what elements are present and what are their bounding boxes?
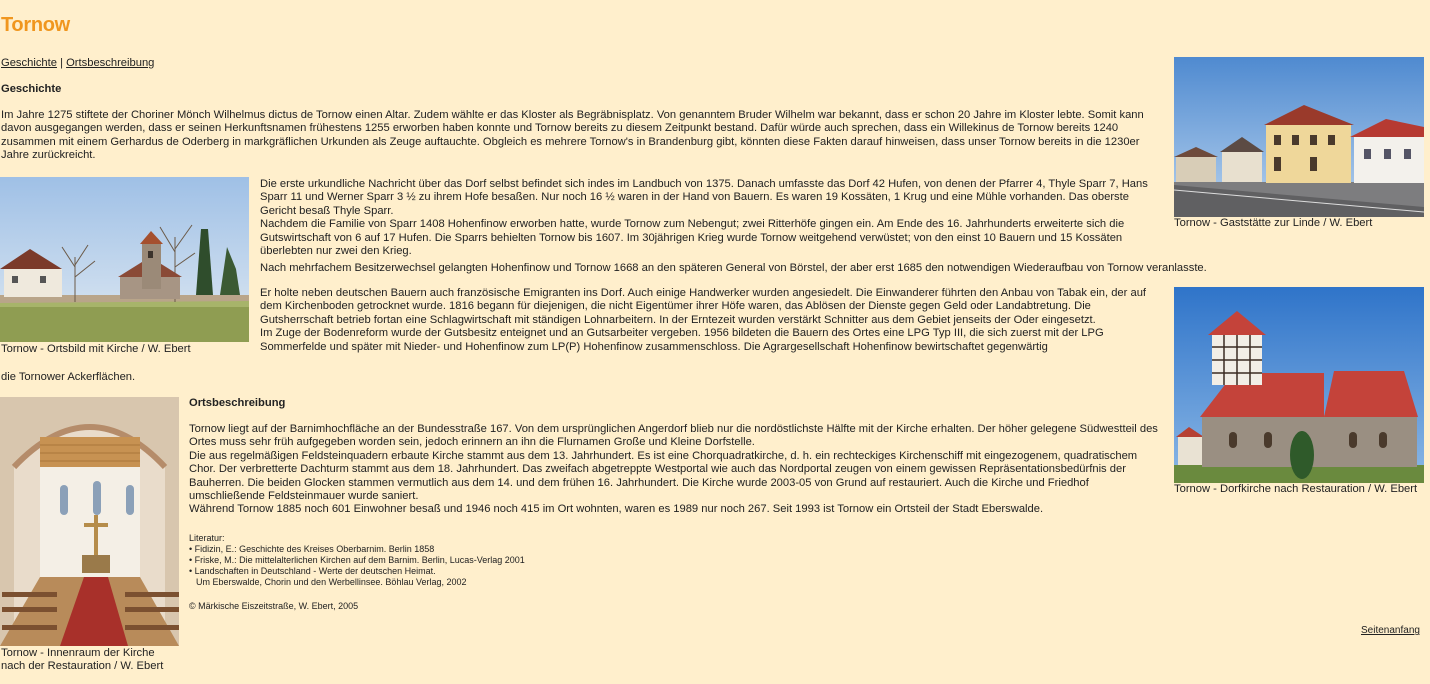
inn-photo: [1174, 57, 1424, 217]
interior-photo-caption: Tornow - Innenraum der Kirche nach der Restauration / W. Ebert: [1, 647, 164, 673]
literature-item: • Fidizin, E.: Geschichte des Kreises Oberbarnim. Berlin 1858: [189, 544, 435, 554]
inn-photo-caption: Tornow - Gaststätte zur Linde / W. Ebert: [1174, 217, 1373, 229]
description-paragraph-3: Während Tornow 1885 noch 601 Einwohner besaß und 1946 noch 415 im Ort wohnten, waren es 1989 nur noch 267. Seit 1993 ist Tornow ein Ortsteil der Stadt Eberswalde.: [189, 503, 1044, 516]
interior-photo: [0, 397, 179, 646]
history-heading: Geschichte: [1, 83, 62, 95]
page-title: Tornow: [1, 14, 70, 36]
history-paragraph-2b: Nachdem die Familie von Sparr 1408 Hohenfinow erworben hatte, wurde Tornow zum Nebengut; zwei Ritterhöfe gingen ein. Am Ende des 16. Jahrhunderts erweiterte sich die Gutswirtschaft von 6 auf 17 Hufen. Die Sparrs behielten Tornow bis 1607. Im 30jährigen Krieg wurde Tornow weitgehend verwüstet; von den einst 10 Bauern und 15 Kossäten überlebten nur zwei den Krieg.: [260, 218, 1125, 258]
village-photo: [0, 177, 249, 342]
literature-item: Um Eberswalde, Chorin und den Werbellinsee. Böhlau Verlag, 2002: [196, 577, 467, 587]
history-paragraph-2a: Die erste urkundliche Nachricht über das Dorf selbst befindet sich indes im Landbuch von 1375. Danach umfasste das Dorf 42 Hufen, von denen der Pfarrer 4, Thyle Sparr 7, Hans Sparr 11 und Werner Sparr 3 ½ zu ihrem Hofe besaßen. Nur noch 16 ½ waren in der Hand von Bauern. Es waren 19 Kossäten, 1 Krug und eine Mühle vorhanden. Das oberste Gericht besaß Thyle Sparr.: [260, 178, 1148, 217]
church-photo: [1174, 287, 1424, 483]
nav-link-geschichte[interactable]: Geschichte: [1, 57, 57, 69]
description-heading: Ortsbeschreibung: [189, 397, 286, 409]
nav-link-ortsbeschreibung[interactable]: Ortsbeschreibung: [66, 57, 155, 69]
nav-separator: |: [60, 57, 63, 69]
literature-item: • Friske, M.: Die mittelalterlichen Kirchen auf dem Barnim. Berlin, Lucas-Verlag 2001: [189, 555, 525, 565]
literature-item: • Landschaften in Deutschland - Werte der deutschen Heimat.: [189, 566, 436, 576]
copyright: © Märkische Eiszeitstraße, W. Ebert, 2005: [189, 601, 359, 611]
back-to-top-link[interactable]: Seitenanfang: [1361, 625, 1420, 636]
history-paragraph-2: [260, 178, 1163, 258]
literature-heading: Literatur:: [189, 533, 225, 543]
description-paragraph-1: Tornow liegt auf der Barnimhochfläche an der Bundesstraße 167. Von dem ursprünglichen Angerdorf blieb nur die nordöstlichste Hälfte mit der Kirche erhalten. Der höher gelegene Südwestteil des Ortes muss sehr früh aufgegeben worden sein, jedoch erinnern an ihn die Flurnamen Große und Kleine Dorfstelle.: [189, 423, 1158, 449]
description-paragraph-2: Die aus regelmäßigen Feldsteinquadern erbaute Kirche stammt aus dem 13. Jahrhundert. Es ist eine Chorquadratkirche, d. h. ein rechteckiges Kirchenschiff mit eingezogenem, quadratischem Chor. Der verbretterte Dachturm stammt aus dem 18. Jahrhundert. Das zweifach abgetreppte Westportal wie auch das Nordportal zeugen von einem gewissen Repräsentationsbedürfnis der Bauherren. Die beiden Glocken stammen vermutlich aus dem 14. und dem frühen 16. Jahrhundert. Die Kirche wurde 2003-05 von Grund auf restauriert. Auch die Kirche und Friedhof umschließende Feldsteinmauer wurde saniert.: [189, 449, 1138, 503]
literature-block: [189, 533, 689, 588]
history-paragraph-2c: Nach mehrfachem Besitzerwechsel gelangten Hohenfinow und Tornow 1668 an den späteren General von Börstel, der aber erst 1685 den notwendigen Wiederaufbau von Tornow veranlasste.: [260, 262, 1207, 274]
history-paragraph-3c: die Tornower Ackerflächen.: [1, 371, 136, 383]
church-photo-caption: Tornow - Dorfkirche nach Restauration / W. Ebert: [1174, 483, 1418, 495]
history-paragraph-3: [260, 287, 1163, 354]
description-text: [189, 423, 1164, 517]
section-nav: [1, 57, 154, 70]
village-photo-caption: Tornow - Ortsbild mit Kirche / W. Ebert: [1, 343, 191, 355]
history-paragraph-3a: Er holte neben deutschen Bauern auch französische Emigranten ins Dorf. Auch einige Handwerker wurden angesiedelt. Die Einwanderer führten den Anbau von Tabak ein, der auf dem Kirchenboden getrocknet wurde. 1816 begann für diejenigen, die nicht Eigentümer ihrer Höfe waren, das Ablösen der Dienste gegen Geld oder Landabtretung. Die Gutsherrschaft betrieb fortan eine Schlagwirtschaft mit ständigen Lohnarbeitern. In der Erntezeit wurden verstärkt Schnitter aus dem Gebiet jenseits der Oder eingesetzt.: [260, 287, 1147, 326]
history-paragraph-1: Im Jahre 1275 stiftete der Choriner Mönch Wilhelmus dictus de Tornow einen Altar. Zudem wählte er das Kloster als Begräbnisplatz. Von genanntem Bruder Wilhelm war bekannt, dass er schon 20 Jahre im Kloster lebte. Somit kann davon ausgegangen werden, dass er seinen Herkunftsnamen frühestens 1255 erworben haben konnte und Tornow bereits zu diesem Zeitpunkt bestand. Dafür würde auch sprechen, dass ein Willekinus de Tornow bereits 1240 zusammen mit einem Gerhardus de Oderberg in markgräflichen Urkunden als Zeuge auftauchte. Obgleich es mehrere Tornow's in Brandenburg gibt, könnten diese Fakten darauf hinweisen, dass unser Tornow bereits in die 1230er Jahre zurückreicht.: [1, 109, 1144, 162]
history-paragraph-3b: Im Zuge der Bodenreform wurde der Gutsbesitz enteignet und an Gutsarbeiter vergeben. 1956 bildeten die Bauern des Ortes eine LPG Typ III, die sich zuerst mit der LPG Sommerfelde und später mit Nieder- und Hohenfinow zum LP(P) Hohenfinow zusammenschloss. Die Agrargesellschaft Hohenfinow bewirtschaftet gegenwärtig: [260, 327, 1104, 353]
